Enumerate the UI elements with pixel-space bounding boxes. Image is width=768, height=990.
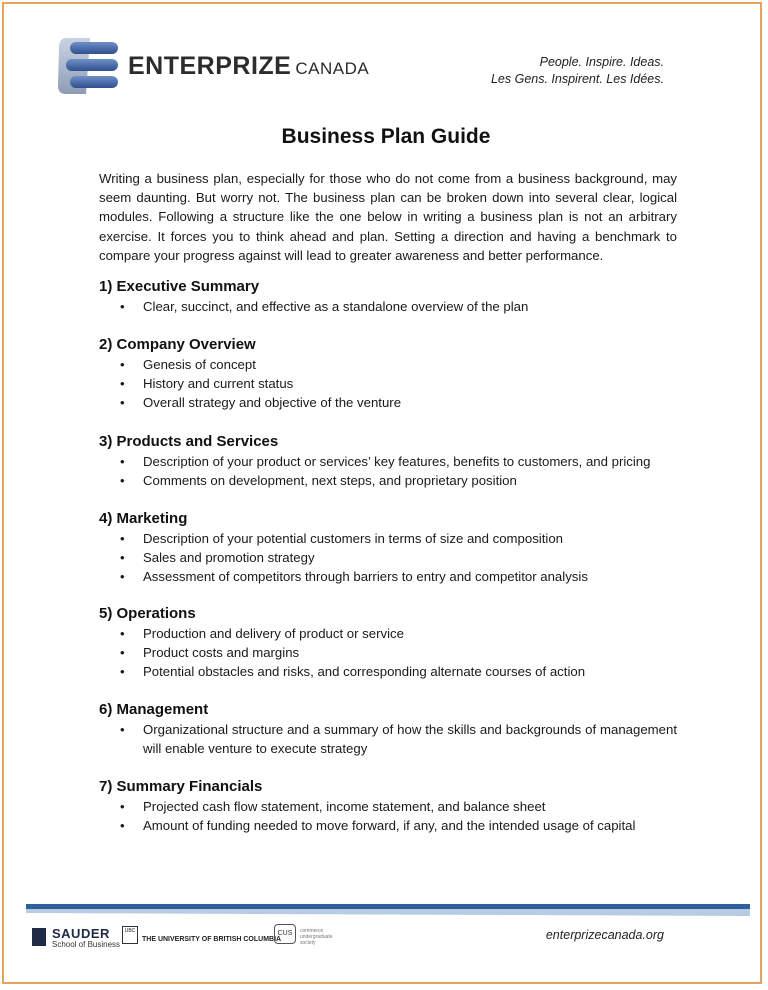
logo-sub: CANADA [295, 59, 370, 78]
bullet-icon: • [120, 626, 125, 641]
section-management [99, 701, 677, 758]
section-heading: 4) Marketing [99, 510, 188, 527]
list-item: • Organizational structure and a summary of how the skills and backgrounds of management will enable venture to execute strategy [120, 722, 677, 757]
bullet-icon: • [120, 531, 125, 546]
footer-stripe-bar [26, 904, 750, 918]
list-item: • Potential obstacles and risks, and corresponding alternate courses of action [99, 662, 677, 681]
section-heading: 6) Management [99, 701, 209, 718]
section-heading: 7) Summary Financials [99, 778, 263, 795]
bullet-icon: • [120, 473, 125, 489]
list-item: • Description of your product or services’ key features, benefits to customers, and pricing [99, 452, 677, 471]
list-item: • History and current status [99, 374, 677, 393]
sauder-mark-icon [32, 928, 46, 946]
bullet-icon: • [120, 645, 125, 661]
bullet-icon: • [120, 818, 125, 834]
bullet-icon: • [120, 395, 125, 411]
cus-logo [274, 924, 334, 950]
page-title: Business Plan Guide [281, 125, 491, 148]
sauder-sub: School of Business [52, 940, 121, 949]
list-item: • Production and delivery of product or service [99, 624, 677, 643]
enterprize-logo-text [128, 50, 369, 81]
logo-main: ENTERPRIZE [128, 52, 292, 80]
bullet-icon: • [120, 799, 125, 814]
document-page [2, 2, 762, 984]
bullet-icon: • [120, 299, 125, 314]
bullet-icon: • [120, 376, 125, 392]
section-heading: 3) Products and Services [99, 433, 279, 450]
tagline-en: People. Inspire. Ideas. [539, 55, 664, 69]
footer-website-link[interactable]: enterprizecanada.org [545, 928, 664, 942]
ubc-crest-icon: UBC [122, 926, 138, 944]
bullet-list [99, 720, 677, 758]
sauder-name: SAUDER [52, 926, 110, 941]
list-item: • Assessment of competitors through barriers to entry and competitor analysis [99, 567, 677, 586]
section-heading: 1) Executive Summary [99, 278, 260, 295]
cus-text: commerce undergraduate society [300, 928, 333, 946]
section-operations [99, 605, 677, 682]
bullet-list [99, 624, 677, 682]
section-heading: 2) Company Overview [99, 336, 256, 353]
section-company-overview [99, 336, 677, 413]
cus-mark-icon: CUS [274, 924, 296, 944]
bullet-icon: • [120, 357, 125, 372]
enterprize-logo-icon [56, 34, 122, 96]
section-products-and-services [99, 433, 677, 490]
bullet-icon: • [120, 454, 125, 469]
list-item: • Sales and promotion strategy [99, 548, 677, 567]
intro-paragraph: Writing a business plan, especially for those who do not come from a business background, may seem daunting. But worry not. The business plan can be broken down into several clear, logical modules. Following a structure like the one below in writing a business plan is not an arbitrary exercise. It forces you to think ahead and plan. Setting a direction and having a benchmark to compare your progress against will lead to greater awareness and better performance. [99, 171, 677, 263]
list-item: • Product costs and margins [99, 643, 677, 662]
ubc-logo [122, 926, 282, 954]
bullet-icon: • [120, 569, 125, 585]
section-marketing [99, 510, 677, 587]
bullet-list [99, 355, 677, 413]
bullet-list [99, 529, 677, 587]
tagline-fr: Les Gens. Inspirent. Les Idées. [490, 72, 664, 86]
list-item: • Comments on development, next steps, and proprietary position [99, 471, 677, 490]
list-item: • Genesis of concept [99, 355, 677, 374]
bullet-list [99, 297, 677, 316]
tagline [491, 54, 664, 88]
list-item: • Projected cash flow statement, income statement, and balance sheet [99, 797, 677, 816]
section-summary-financials [99, 778, 677, 835]
section-heading: 5) Operations [99, 605, 196, 622]
bullet-list [99, 452, 677, 490]
ubc-name: THE UNIVERSITY OF BRITISH COLUMBIA [142, 936, 282, 943]
list-item: • Clear, succinct, and effective as a standalone overview of the plan [99, 297, 677, 316]
list-item: • Overall strategy and objective of the venture [99, 393, 677, 412]
list-item: • Amount of funding needed to move forward, if any, and the intended usage of capital [99, 816, 677, 835]
bullet-list [99, 797, 677, 835]
bullet-icon: • [120, 550, 125, 566]
section-executive-summary [99, 278, 677, 316]
bullet-icon: • [120, 722, 125, 737]
bullet-icon: • [120, 664, 125, 680]
list-item: • Description of your potential customers in terms of size and composition [99, 529, 677, 548]
